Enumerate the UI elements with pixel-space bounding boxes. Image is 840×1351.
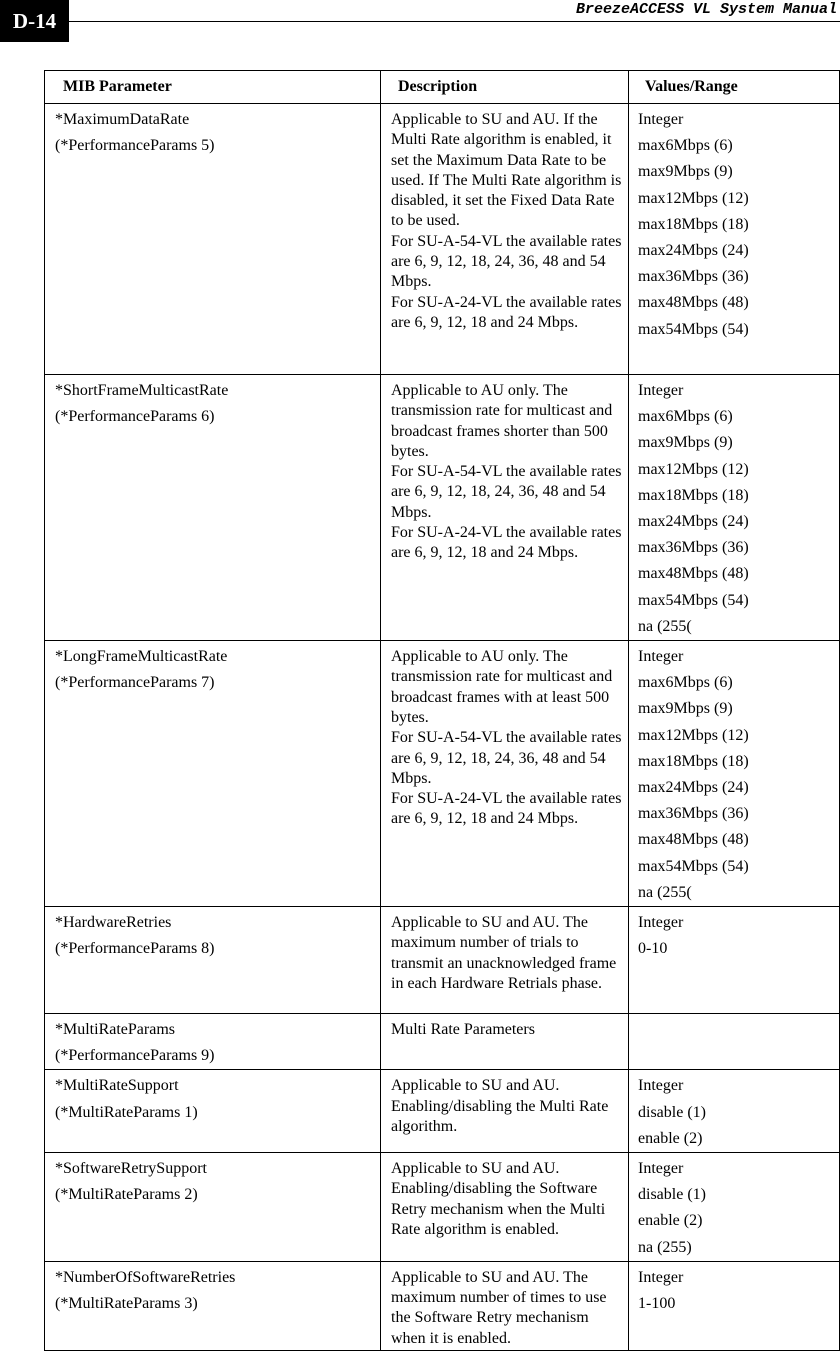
parameter-oid: (*PerformanceParams 8)	[55, 940, 215, 958]
value-type: Integer	[638, 382, 684, 399]
parameter-name: *SoftwareRetrySupport	[55, 1160, 207, 1178]
value-option: na (255(	[638, 617, 692, 635]
value-option: 0-10	[638, 940, 668, 958]
description-paragraph: For SU-A-24-VL the available rates are 6, 9, 12, 18 and 24 Mbps.	[391, 293, 622, 331]
value-option: max48Mbps (48)	[638, 831, 749, 849]
description-paragraph: Applicable to AU only. The transmission rate for multicast and broadcast frames with at least 500 bytes.	[391, 648, 613, 726]
table-header-row	[45, 71, 840, 104]
value-option: enable (2)	[638, 1129, 703, 1147]
description-paragraph: Applicable to SU and AU. Enabling/disabling the Multi Rate algorithm.	[391, 1077, 609, 1136]
value-option: max18Mbps (18)	[638, 486, 749, 504]
value-option: max9Mbps (9)	[638, 163, 733, 181]
description-cell	[381, 1261, 629, 1350]
mib-parameter-cell	[45, 104, 381, 375]
description-cell	[381, 1153, 629, 1262]
value-option: max9Mbps (9)	[638, 700, 733, 718]
value-option: enable (2)	[638, 1212, 703, 1230]
value-option: max12Mbps (12)	[638, 460, 749, 478]
value-option: max24Mbps (24)	[638, 513, 749, 531]
mib-parameter-cell	[45, 1153, 381, 1262]
value-option: max6Mbps (6)	[638, 408, 733, 426]
value-type: Integer	[638, 111, 684, 128]
parameter-oid: (*PerformanceParams 9)	[55, 1047, 215, 1065]
table-row	[45, 1153, 840, 1262]
value-option: max24Mbps (24)	[638, 242, 749, 260]
header-rule	[69, 21, 840, 22]
value-option: disable (1)	[638, 1103, 706, 1121]
parameter-name: *ShortFrameMulticastRate	[55, 382, 229, 399]
parameter-name: *LongFrameMulticastRate	[55, 648, 228, 666]
parameter-name: *MultiRateParams	[55, 1021, 175, 1039]
value-option: max24Mbps (24)	[638, 779, 749, 797]
description-cell	[381, 1070, 629, 1153]
mib-parameter-cell	[45, 1261, 381, 1350]
description-paragraph: For SU-A-54-VL the available rates are 6, 9, 12, 18, 24, 36, 48 and 54 Mbps.	[391, 232, 622, 291]
description-paragraph: Applicable to AU only. The transmission rate for multicast and broadcast frames shorter than 500 bytes.	[391, 382, 613, 460]
value-option: na (255)	[638, 1238, 692, 1256]
parameter-oid: (*MultiRateParams 1)	[55, 1103, 198, 1121]
value-option: 1-100	[638, 1295, 676, 1313]
value-option: max36Mbps (36)	[638, 268, 749, 286]
parameter-oid: (*PerformanceParams 5)	[55, 137, 215, 155]
description-cell	[381, 1014, 629, 1070]
values-range-cell	[629, 1014, 840, 1070]
running-header-title: BreezeACCESS VL System Manual	[575, 1, 837, 18]
description-paragraph: For SU-A-24-VL the available rates are 6, 9, 12, 18 and 24 Mbps.	[391, 790, 622, 828]
values-range-cell	[629, 1153, 840, 1262]
mib-parameter-cell	[45, 375, 381, 641]
values-range-cell	[629, 375, 840, 641]
parameter-name: *NumberOfSoftwareRetries	[55, 1268, 236, 1286]
value-option: max36Mbps (36)	[638, 805, 749, 823]
value-option: max54Mbps (54)	[638, 320, 749, 338]
description-paragraph: For SU-A-24-VL the available rates are 6, 9, 12, 18 and 24 Mbps.	[391, 524, 622, 562]
value-option: max12Mbps (12)	[638, 726, 749, 744]
value-option: disable (1)	[638, 1186, 706, 1204]
values-range-cell	[629, 907, 840, 1014]
description-cell	[381, 907, 629, 1014]
table-row	[45, 907, 840, 1014]
value-option: max48Mbps (48)	[638, 565, 749, 583]
parameter-oid: (*MultiRateParams 2)	[55, 1186, 198, 1204]
value-option: max18Mbps (18)	[638, 752, 749, 770]
value-option: max6Mbps (6)	[638, 674, 733, 692]
value-type: Integer	[638, 1160, 684, 1178]
column-header-values-range: Values/Range	[629, 71, 840, 104]
mib-parameter-cell	[45, 1070, 381, 1153]
table-row	[45, 1261, 840, 1350]
description-paragraph: For SU-A-54-VL the available rates are 6, 9, 12, 18, 24, 36, 48 and 54 Mbps.	[391, 729, 622, 787]
value-type: Integer	[638, 914, 684, 932]
table-row	[45, 1014, 840, 1070]
value-type: Integer	[638, 1268, 684, 1286]
description-cell	[381, 375, 629, 641]
value-option: max18Mbps (18)	[638, 215, 749, 233]
mib-parameter-cell	[45, 907, 381, 1014]
value-option: max54Mbps (54)	[638, 857, 749, 875]
values-range-cell	[629, 104, 840, 375]
value-option: max6Mbps (6)	[638, 137, 733, 155]
table-row	[45, 1070, 840, 1153]
description-paragraph: Applicable to SU and AU. If the Multi Rate algorithm is enabled, it set the Maximum Data Rate to be used. If The Multi Rate algorithm is disabled, it set the Fixed Data Rate to be used.	[391, 111, 622, 230]
description-paragraph: Applicable to SU and AU. Enabling/disabling the Software Retry mechanism when the Multi Rate algorithm is enabled.	[391, 1160, 606, 1238]
mib-parameter-cell	[45, 1014, 381, 1070]
values-range-cell	[629, 1261, 840, 1350]
table-row	[45, 104, 840, 375]
parameter-oid: (*PerformanceParams 7)	[55, 674, 215, 692]
description-paragraph: Multi Rate Parameters	[391, 1021, 535, 1039]
parameter-name: *MaximumDataRate	[55, 111, 190, 128]
value-option: na (255(	[638, 883, 692, 901]
mib-parameter-table	[44, 70, 840, 1351]
value-option: max9Mbps (9)	[638, 434, 733, 452]
value-option: max54Mbps (54)	[638, 591, 749, 609]
parameter-oid: (*MultiRateParams 3)	[55, 1295, 198, 1313]
column-header-description: Description	[381, 71, 629, 104]
parameter-oid: (*PerformanceParams 6)	[55, 408, 215, 426]
parameter-name: *HardwareRetries	[55, 914, 172, 932]
values-range-cell	[629, 641, 840, 907]
value-type: Integer	[638, 648, 684, 666]
value-option: max48Mbps (48)	[638, 294, 749, 312]
values-range-cell	[629, 1070, 840, 1153]
parameter-name: *MultiRateSupport	[55, 1077, 179, 1095]
value-option: max12Mbps (12)	[638, 189, 749, 207]
description-paragraph: Applicable to SU and AU. The maximum number of times to use the Software Retry mechanism when it is enabled.	[391, 1268, 607, 1347]
table-body	[45, 104, 840, 1351]
table-row	[45, 375, 840, 641]
mib-parameter-cell	[45, 641, 381, 907]
description-cell	[381, 641, 629, 907]
value-type: Integer	[638, 1077, 684, 1095]
table-row	[45, 641, 840, 907]
page-number-badge: D-14	[0, 0, 69, 42]
value-option: max36Mbps (36)	[638, 539, 749, 557]
description-paragraph: For SU-A-54-VL the available rates are 6, 9, 12, 18, 24, 36, 48 and 54 Mbps.	[391, 463, 622, 521]
description-cell	[381, 104, 629, 375]
description-paragraph: Applicable to SU and AU. The maximum number of trials to transmit an unacknowledged frame in each Hardware Retrials phase.	[391, 914, 617, 992]
column-header-mib-parameter: MIB Parameter	[45, 71, 381, 104]
